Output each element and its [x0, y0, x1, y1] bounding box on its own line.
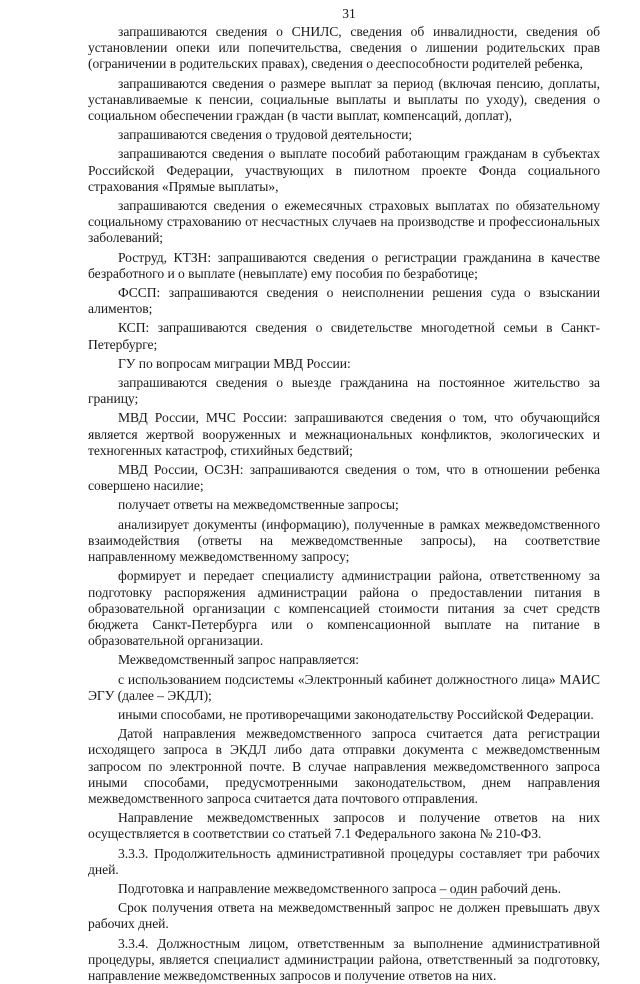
paragraph-deadline: Срок получения ответа на межведомственный запрос не должен превышать двух рабочих дней. — [88, 900, 600, 932]
paragraph-migration: ГУ по вопросам миграции МВД России: — [118, 355, 351, 371]
paragraph-mvd-oszn: МВД России, ОСЗН: запрашиваются сведения о том, что в отношении ребенка совершено насилие; — [88, 462, 600, 494]
paragraph-date: Датой направления межведомственного запроса считается дата регистрации исходящего запроса в ЭКДЛ либо дата отправки документа с межведомственным запросом по электронной почте. В случае направления межведомственного запроса иными способами, предусмотренными законодательством, днем направления межведомственного запроса считается дата почтового отправления. — [88, 726, 600, 806]
paragraph-benefits: запрашиваются сведения о выплате пособий работающим гражданам в субъектах Российской Федерации, участвующих в пилотном проекте Фонда социального страхования «Прямые выплаты», — [88, 146, 600, 194]
paragraph-sent-by: Межведомственный запрос направляется: — [118, 652, 360, 668]
paragraph-ksp: КСП: запрашиваются сведения о свидетельстве многодетной семьи в Санкт-Петербурге; — [88, 320, 600, 352]
paragraph-ekdl: с использованием подсистемы «Электронный кабинет должностного лица» МАИС ЭГУ (далее – ЭКДЛ); — [88, 671, 600, 703]
paragraph-insurance: запрашиваются сведения о ежемесячных страховых выплатах по обязательному социальному страхованию от несчастных случаев на производстве и профессиональных заболеваний; — [88, 198, 600, 246]
paragraph-departure: запрашиваются сведения о выезде гражданина на постоянное жительство за границу; — [88, 375, 600, 407]
paragraph-labor: запрашиваются сведения о трудовой деятельности; — [118, 127, 413, 143]
paragraph-analyzes: анализирует документы (информацию), полученные в рамках межведомственного взаимодействия (ответы на межведомственные запросы), на соответствие направленному межведомственному запросу; — [88, 516, 600, 565]
paragraph-snils: запрашиваются сведения о СНИЛС, сведения об инвалидности, сведения об установлении опеки или попечительства, сведения о лишении родительских прав (ограничении в родительских правах), сведения о дееспособности родителей ребенка, — [88, 24, 600, 72]
paragraph-3-3-3: 3.3.3. Продолжительность административной процедуры составляет три рабочих дней. — [88, 845, 600, 877]
paragraph-other-ways: иными способами, не противоречащими законодательству Российской Федерации. — [118, 706, 594, 722]
paragraph-rostrud: Роструд, КТЗН: запрашиваются сведения о регистрации гражданина в качестве безработного и о выплате (невыплате) ему пособия по безработице; — [88, 249, 600, 281]
paragraph-one-day: Подготовка и направление межведомственного запроса – один рабочий день. — [118, 880, 561, 896]
paragraph-3-3-4: 3.3.4. Должностным лицом, ответственным за выполнение административной процедуры, является специалист администрации района, ответственный за подготовку, направление межведомственных запросов и получение ответов на них. — [88, 935, 600, 983]
paragraph-mvd-mchs: МВД России, МЧС России: запрашиваются сведения о том, что обучающийся является жертвой вооруженных и межнациональных конфликтов, экологических и техногенных катастроф, стихийных бедствий; — [88, 410, 600, 458]
page-number: 31 — [342, 6, 356, 21]
paragraph-fssp: ФССП: запрашиваются сведения о неисполнении решения суда о взыскании алиментов; — [88, 285, 600, 317]
paragraph-forms: формирует и передает специалисту администрации района, ответственному за подготовку распоряжения администрации района о предоставлении питания в образовательной организации с компенсацией стоимости питания за счет средств бюджета Санкт-Петербурга или о компенсационной выплате на питание в образовательной организации. — [88, 568, 600, 649]
scan-artifact — [440, 898, 490, 899]
paragraph-direction: Направление межведомственных запросов и получение ответов на них осуществляется в соответствии со статьей 7.1 Федерального закона № 210-ФЗ. — [88, 810, 600, 842]
paragraph-payments: запрашиваются сведения о размере выплат за период (включая пенсию, доплаты, устанавливаемые к пенсии, социальные выплаты и выплаты по уходу), сведения о социальном обеспечении граждан (в части выплат, компенсаций, доплат), — [88, 75, 600, 124]
paragraph-receives: получает ответы на межведомственные запросы; — [118, 497, 399, 513]
